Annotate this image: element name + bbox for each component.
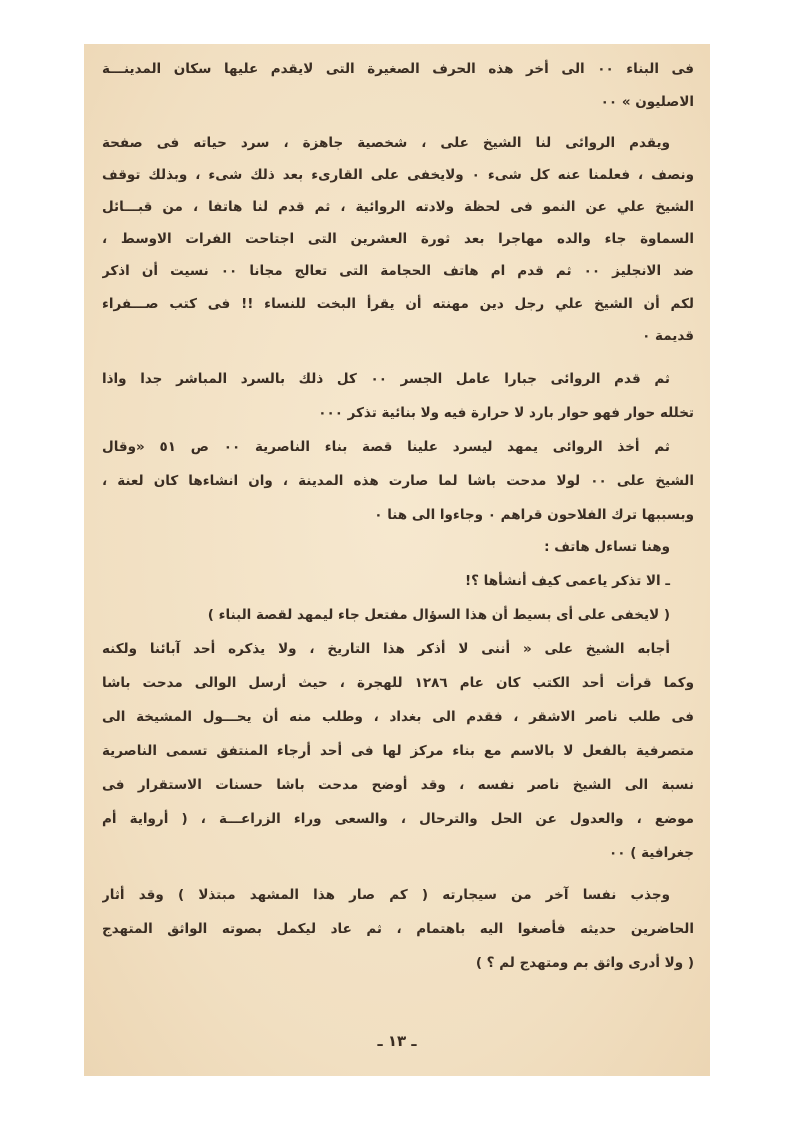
text-line: ( ولا أدرى واثق بم ومتهدج لم ؟ )	[475, 955, 694, 971]
text-line: لكم أن الشيخ علي رجل دين مهنته أن يقرأ البخت للنساء !! فى كتب صـــفراء	[102, 296, 694, 312]
text-line: ثم قدم الروائى جبارا عامل الجسر ٠٠ كل ذلك بالسرد المباشر جدا واذا	[102, 371, 671, 387]
text-line: فى طلب ناصر الاشقر ، فقدم الى بغداد ، وطلب منه أن يحـــول المشيخة الى	[102, 709, 694, 725]
text-line: الشيخ علي عن النمو فى لحظة ولادته الروائية ، ثم قدم لنا هاتفا ، من قبـــائل	[102, 199, 694, 215]
text-line: السماوة جاء والده مهاجرا بعد ثورة العشرين التى اجتاحت الفرات الاوسط ،	[102, 231, 694, 247]
text-line: تخلله حوار فهو حوار بارد لا حرارة فيه ولا بنائية تذكر ٠٠٠	[318, 405, 694, 421]
text-line: وهنا تساءل هاتف :	[544, 539, 670, 555]
text-line: وجذب نفسا آخر من سيجارته ( كم صار هذا المشهد مبتذلا ) وقد أثار	[102, 887, 670, 903]
text-line: قديمة ٠	[642, 328, 694, 344]
text-line: الشيخ على ٠٠ لولا مدحت باشا لما صارت هذه المدينة ، وان انشاءها كان لعنة ،	[102, 473, 694, 489]
text-line: الاصليون » ٠٠	[600, 94, 694, 110]
page-number: ـ ١٣ ـ	[377, 1032, 417, 1050]
text-line: وكما قرأت أحد الكتب كان عام ١٢٨٦ للهجرة ، حيث أرسل الوالى مدحت باشا	[102, 675, 694, 691]
text-line: ونصف ، فعلمنا عنه كل شىء ٠ ولايخفى على القارىء بعد ذلك شىء ، وبذلك توقف	[102, 167, 694, 183]
text-line: ويقدم الروائى لنا الشيخ على ، شخصية جاهزة ، سرد حياته فى صفحة	[102, 135, 670, 151]
text-line: الحاضرين حديثه فأصغوا اليه باهتمام ، ثم عاد ليكمل بصوته الواثق المتهدج	[102, 921, 694, 937]
text-line: جغرافية ) ٠٠	[609, 845, 694, 861]
text-line: ـ الا تذكر ياعمى كيف أنشأها ؟!	[464, 573, 670, 589]
text-line: وبسببها ترك الفلاحون قراهم ٠ وجاءوا الى هنا ٠	[374, 507, 694, 523]
text-line: متصرفية بالفعل لا بالاسم مع بناء مركز لها فى أحد أرجاء المنتفق تسمى الناصرية	[102, 743, 694, 759]
scanned-page	[84, 44, 710, 1076]
text-line: ( لايخفى على أى بسيط أن هذا السؤال مفتعل جاء ليمهد لقصة البناء )	[207, 607, 670, 623]
text-line: ثم أخذ الروائى يمهد ليسرد علينا قصة بناء الناصرية ٠٠ ص ٥١ «وقال	[102, 439, 670, 455]
text-line: فى البناء ٠٠ الى أخر هذه الحرف الصغيرة التى لايقدم عليها سكان المدينـــة	[102, 61, 694, 77]
text-line: موضع ، والعدول عن الحل والترحال ، والسعى وراء الزراعـــة ، ( أرواية أم	[102, 811, 694, 827]
text-line: أجابه الشيخ على « أننى لا أذكر هذا التاريخ ، ولا يذكره أحد آبائنا ولكنه	[102, 641, 670, 657]
text-line: نسبة الى الشيخ ناصر نفسه ، وقد أوضح مدحت باشا حسنات الاستقرار فى	[102, 777, 694, 793]
text-line: ضد الانجليز ٠٠ ثم قدم ام هاتف الحجامة التى تعالج مجانا ٠٠ نسيت أن اذكر	[102, 263, 694, 279]
